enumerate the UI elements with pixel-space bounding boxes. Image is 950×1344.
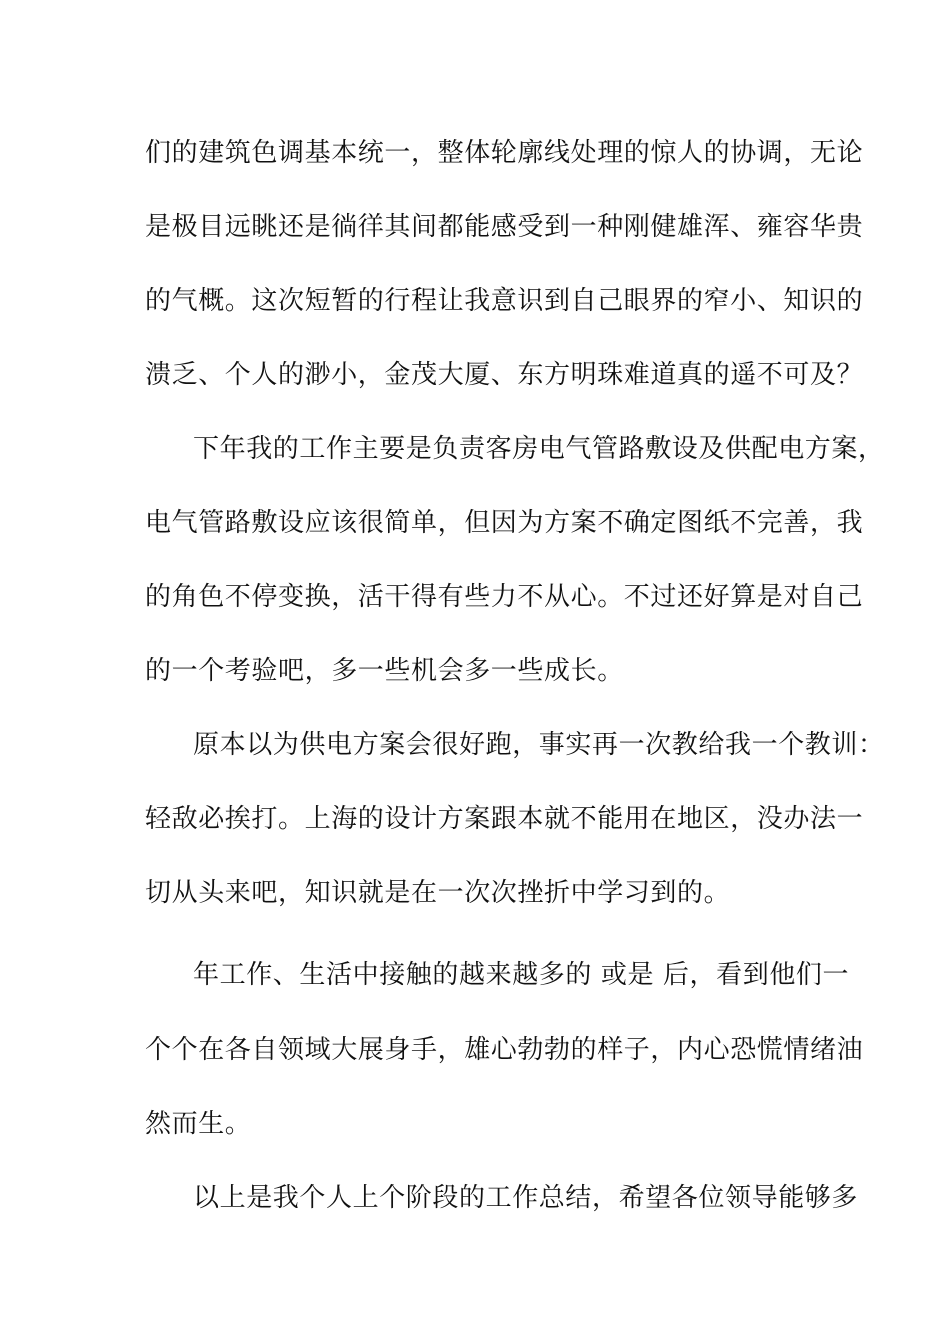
text-line: 的角色不停变换，活干得有些力不从心。不过还好算是对自己: [145, 582, 864, 612]
text-line: 轻敌必挨打。上海的设计方案跟本就不能用在地区，没办法一: [145, 804, 864, 834]
text-line: 电气管路敷设应该很简单，但因为方案不确定图纸不完善，我: [145, 508, 864, 538]
text-line: 个个在各自领域大展身手，雄心勃勃的样子，内心恐慌情绪油: [145, 1035, 864, 1065]
text-line: 们的建筑色调基本统一，整体轮廓线处理的惊人的协调，无论: [145, 138, 864, 168]
text-line: 然而生。: [145, 1109, 252, 1139]
paragraph-first-line: 以上是我个人上个阶段的工作总结，希望各位领导能够多: [193, 1183, 859, 1213]
text-line: 的一个考验吧，多一些机会多一些成长。: [145, 656, 624, 686]
text-line: 溃乏、个人的渺小，金茂大厦、东方明珠难道真的遥不可及？: [145, 360, 864, 390]
text-line: 的气概。这次短暂的行程让我意识到自己眼界的窄小、知识的: [145, 286, 864, 316]
paragraph-first-line: 下年我的工作主要是负责客房电气管路敷设及供配电方案，: [193, 434, 885, 464]
text-line: 切从头来吧，知识就是在一次次挫折中学习到的。: [145, 878, 731, 908]
paragraph-first-line: 年工作、生活中接触的越来越多的 或是 后，看到他们一: [193, 960, 850, 990]
paragraph-first-line: 原本以为供电方案会很好跑，事实再一次教给我一个教训：: [193, 730, 885, 760]
text-line: 是极目远眺还是徜徉其间都能感受到一种刚健雄浑、雍容华贵: [145, 212, 864, 242]
